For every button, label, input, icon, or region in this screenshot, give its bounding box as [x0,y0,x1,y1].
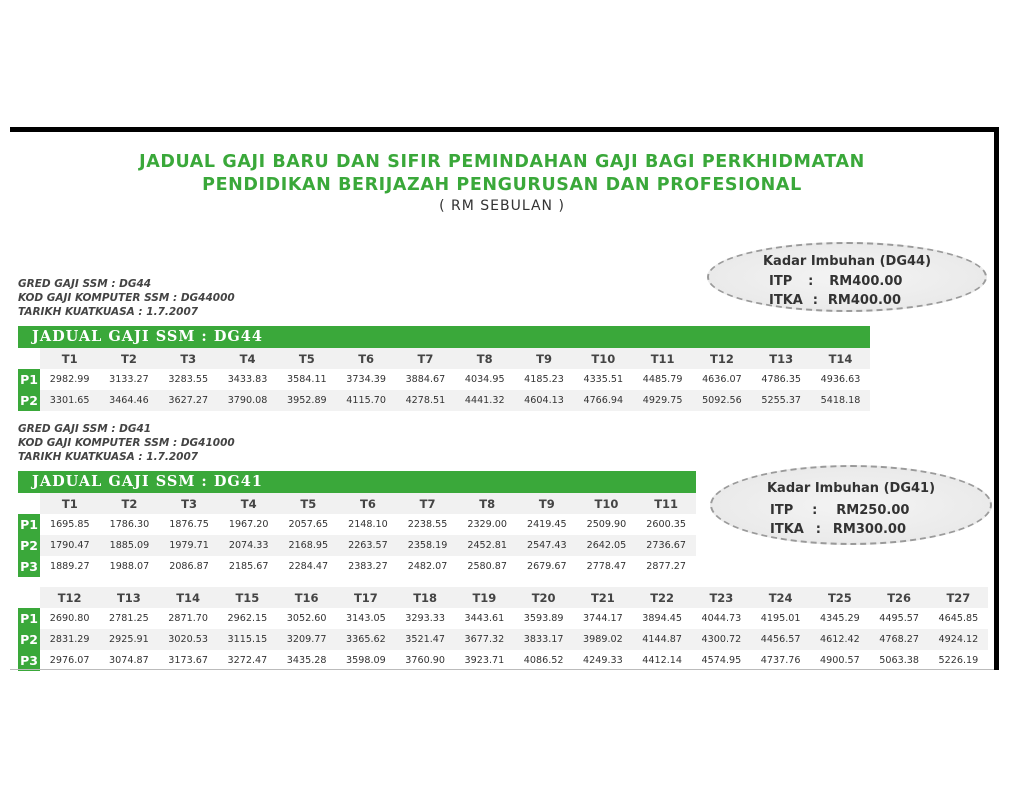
dg41-cont-column-header: T19 [455,587,514,608]
dg44-salary-cell: 3584.11 [286,374,327,385]
dg41-cont-salary-cell: 3677.32 [455,629,514,650]
dg44-column-header: T1 [40,348,99,369]
dg41-cont-salary-cell: 4412.14 [642,655,682,666]
dg44-salary-cell: 4936.63 [820,374,861,385]
dg41-cont-salary-cell: 4195.01 [760,613,801,624]
dg41-cont-salary-cell: 2976.07 [49,655,90,666]
dg41-salary-cell: 2383.27 [348,561,388,572]
dg44-salary-cell: 2982.99 [49,374,90,385]
dg41-salary-cell: 2148.10 [348,519,388,530]
dg41-cont-salary-cell: 4737.76 [760,655,801,666]
dg41-column-header: T1 [40,493,100,514]
dg41-cont-salary-cell: 4345.29 [820,613,860,624]
dg41-cont-column-header: T13 [99,587,158,608]
dg41-column-header: T10 [577,493,637,514]
dg44-row-label: P1 [18,369,40,390]
dg41-cont-salary-cell: 2962.15 [227,613,268,624]
dg41-cont-salary-cell: 5063.38 [879,655,919,666]
dg41-cont-column-header: T17 [336,587,395,608]
document-subtitle: ( RM SEBULAN ) [439,198,565,214]
dg44-kod: KOD GAJI KOMPUTER SSM : DG44000 [18,292,235,304]
dg41-salary-cell: 1988.07 [109,561,150,572]
dg41-cont-salary-cell: 3115.15 [218,629,277,650]
dg44-salary-cell: 4636.07 [702,374,742,385]
dg41-cont-salary-cell: 3074.87 [109,655,149,666]
dg41-kod: KOD GAJI KOMPUTER SSM : DG41000 [18,437,235,449]
dg41-salary-cell: 2642.05 [577,535,637,556]
dg44-column-header: T11 [633,348,692,369]
dg44-salary-cell: 3952.89 [277,390,336,411]
dg41-cont-salary-cell: 3598.09 [346,655,386,666]
dg41-cont-salary-cell: 5226.19 [938,655,979,666]
dg41-cont-salary-cell: 4300.72 [692,629,751,650]
dg41-column-header: T4 [219,493,279,514]
document-title-line1: JADUAL GAJI BARU DAN SIFIR PEMINDAHAN GAJI BAGI PERKHIDMATAN [139,152,865,172]
dg44-table-title: JADUAL GAJI SSM : DG44 [18,326,870,348]
dg41-cont-salary-cell: 3052.60 [286,613,327,624]
dg41-cont-table-row [18,650,988,671]
dg41-cont-salary-cell: 3209.77 [277,629,336,650]
dg41-gred: GRED GAJI SSM : DG41 [18,423,152,435]
dg41-cont-column-header: T12 [40,587,99,608]
dg44-itp-label: ITP [769,274,793,289]
dg44-column-header: T6 [336,348,395,369]
dg44-salary-cell: 4929.75 [633,390,692,411]
dg41-cont-column-header: T18 [396,587,455,608]
dg41-column-header: T5 [279,493,339,514]
dg41-itp-value: RM250.00 [836,503,910,518]
dg41-salary-cell: 1786.30 [109,519,150,530]
dg44-itka-label: ITKA [769,293,803,308]
dg41-cont-column-header: T27 [929,587,988,608]
dg44-table-row [18,369,870,390]
document-title-line2: PENDIDIKAN BERIJAZAH PENGURUSAN DAN PROFESIONAL [202,175,802,195]
dg41-cont-salary-cell: 4144.87 [633,629,692,650]
dg44-column-header: T12 [692,348,751,369]
dg44-column-header: T13 [752,348,811,369]
dg41-salary-cell: 2580.87 [467,561,508,572]
dg41-imbuhan-title: Kadar Imbuhan (DG41) [766,481,936,496]
dg41-tarikh: TARIKH KUATKUASA : 1.7.2007 [18,451,199,463]
dg44-salary-cell: 4786.35 [761,374,802,385]
dg41-column-header: T11 [636,493,696,514]
dg41-table-row [18,535,696,556]
dg41-cont-row-label: P1 [18,608,40,629]
dg44-salary-cell: 4278.51 [396,390,455,411]
dg44-salary-cell: 4485.79 [642,374,683,385]
dg41-cont-column-header: T24 [751,587,810,608]
dg41-column-header: T9 [517,493,577,514]
dg41-continued-header-row [18,587,988,608]
dg44-salary-cell: 4604.13 [514,390,573,411]
dg41-cont-column-header: T26 [870,587,929,608]
dg41-cont-salary-cell: 4249.33 [583,655,623,666]
dg44-salary-cell: 3790.08 [218,390,277,411]
dg44-salary-cell: 5418.18 [811,390,870,411]
dg41-cont-salary-cell: 4574.95 [701,655,742,666]
dg41-cont-salary-cell: 2871.70 [168,613,208,624]
dg41-cont-salary-cell: 3744.17 [583,613,623,624]
dg41-itka-value: RM300.00 [832,522,907,537]
dg41-salary-cell: 2284.47 [288,561,329,572]
dg41-cont-salary-cell: 4086.52 [523,655,564,666]
dg44-column-header: T3 [159,348,218,369]
dg41-meta [18,422,235,464]
dg41-cont-salary-cell: 3293.33 [405,613,445,624]
dg41-salary-cell: 2185.67 [228,561,269,572]
dg41-salary-cell: 2877.27 [646,561,686,572]
dg41-salary-cell: 2509.90 [586,519,627,530]
dg41-cont-salary-cell: 3521.47 [396,629,455,650]
dg41-cont-salary-cell: 3173.67 [168,655,208,666]
dg41-cont-salary-cell: 4645.85 [938,613,979,624]
dg41-cont-table-row [18,629,988,650]
dg44-salary-cell: 4335.51 [583,374,624,385]
dg41-salary-cell: 1885.09 [100,535,160,556]
dg41-salary-cell: 2778.47 [586,561,627,572]
dg44-table-row [18,390,870,411]
dg41-salary-cell: 1695.85 [49,519,90,530]
dg41-cont-column-header: T21 [573,587,632,608]
dg44-table [18,348,870,411]
dg41-cont-salary-cell: 4044.73 [701,613,742,624]
dg41-salary-cell: 2086.87 [169,561,209,572]
dg44-column-header: T10 [574,348,633,369]
dg41-cont-salary-cell: 2690.80 [49,613,90,624]
dg44-salary-cell: 3433.83 [227,374,268,385]
dg41-cont-salary-cell: 4456.57 [751,629,810,650]
dg41-cont-column-header: T16 [277,587,336,608]
dg41-table-row [18,556,696,577]
dg41-column-header: T8 [457,493,517,514]
dg41-row-label: P3 [18,556,40,577]
dg41-salary-cell: 1889.27 [49,561,90,572]
dg41-cont-row-label: P3 [18,650,40,671]
dg44-gred: GRED GAJI SSM : DG44 [18,278,152,290]
dg41-cont-salary-cell: 3923.71 [464,655,505,666]
dg41-itka-label: ITKA [770,522,804,537]
dg41-table-row [18,514,696,535]
dg41-cont-salary-cell: 2925.91 [99,629,158,650]
dg44-column-header: T9 [514,348,573,369]
dg41-cont-salary-cell: 3020.53 [159,629,218,650]
dg41-cont-table-row [18,608,988,629]
dg41-row-label: P1 [18,514,40,535]
dg44-salary-cell: 3627.27 [159,390,218,411]
dg41-cont-salary-cell: 3272.47 [227,655,268,666]
dg41-cont-salary-cell: 3593.89 [523,613,564,624]
dg41-salary-cell: 2679.67 [526,561,567,572]
dg44-itka-value: RM400.00 [827,293,902,308]
dg44-salary-cell: 3734.39 [346,374,386,385]
dg41-cont-corner-cell [18,587,40,608]
dg41-salary-cell: 1967.20 [228,519,269,530]
dg44-salary-cell: 4185.23 [524,374,564,385]
dg44-salary-cell: 5255.37 [752,390,811,411]
dg44-salary-cell: 4115.70 [336,390,395,411]
dg41-column-header: T3 [159,493,219,514]
dg41-salary-cell: 2547.43 [517,535,577,556]
dg44-salary-cell: 3464.46 [99,390,158,411]
dg44-header-row [18,348,870,369]
dg41-salary-cell: 2057.65 [288,519,329,530]
dg44-salary-cell: 4441.32 [455,390,514,411]
dg44-row-label: P2 [18,390,40,411]
dg41-imbuhan-badge: Kadar Imbuhan (DG41) ITP : RM250.00 ITKA : RM300.00 [710,465,992,545]
dg41-cont-column-header: T14 [159,587,218,608]
dg41-salary-cell: 2358.19 [398,535,458,556]
dg41-table-continued [18,587,988,671]
dg41-salary-cell: 2168.95 [279,535,339,556]
dg41-salary-cell: 2452.81 [457,535,517,556]
dg41-cont-salary-cell: 3365.62 [336,629,395,650]
dg41-cont-salary-cell: 3443.61 [464,613,505,624]
dg41-cont-column-header: T15 [218,587,277,608]
dg41-header-row [18,493,696,514]
dg41-cont-row-label: P2 [18,629,40,650]
dg41-table [18,493,696,577]
dg41-cont-salary-cell: 3833.17 [514,629,573,650]
dg41-cont-column-header: T23 [692,587,751,608]
dg44-salary-cell: 3133.27 [109,374,149,385]
dg44-salary-cell: 4766.94 [574,390,633,411]
dg44-column-header: T4 [218,348,277,369]
dg41-cont-salary-cell: 2781.25 [109,613,149,624]
dg41-salary-cell: 2238.55 [407,519,448,530]
dg41-salary-cell: 1790.47 [40,535,100,556]
dg41-cont-salary-cell: 4495.57 [879,613,919,624]
dg41-cont-salary-cell: 4612.42 [810,629,869,650]
dg41-salary-cell: 2600.35 [646,519,686,530]
dg41-salary-cell: 2074.33 [219,535,279,556]
dg44-salary-cell: 3884.67 [405,374,446,385]
dg44-imbuhan-title: Kadar Imbuhan (DG44) [762,254,932,269]
dg41-salary-cell: 1876.75 [169,519,209,530]
dg41-cont-salary-cell: 3989.02 [573,629,632,650]
dg44-column-header: T5 [277,348,336,369]
dg44-meta [18,277,235,319]
salary-table-document [10,127,999,670]
dg41-salary-cell: 2263.57 [338,535,398,556]
dg41-column-header: T7 [398,493,458,514]
dg44-salary-cell: 4034.95 [464,374,505,385]
dg41-salary-cell: 2329.00 [467,519,508,530]
dg41-column-header: T2 [100,493,160,514]
dg44-column-header: T7 [396,348,455,369]
dg41-cont-salary-cell: 2831.29 [40,629,99,650]
dg41-column-header: T6 [338,493,398,514]
dg44-column-header: T14 [811,348,870,369]
dg44-tarikh: TARIKH KUATKUASA : 1.7.2007 [18,306,199,318]
dg41-cont-salary-cell: 3894.45 [642,613,682,624]
dg44-corner-cell [18,348,40,369]
dg41-cont-salary-cell: 3143.05 [346,613,386,624]
dg41-cont-salary-cell: 3760.90 [405,655,445,666]
dg41-salary-cell: 1979.71 [159,535,219,556]
dg41-salary-cell: 2482.07 [407,561,448,572]
dg44-imbuhan-badge: Kadar Imbuhan (DG44) ITP : RM400.00 ITKA : RM400.00 [707,242,987,312]
dg41-salary-cell: 2736.67 [636,535,696,556]
dg44-salary-cell: 3301.65 [40,390,99,411]
dg41-cont-salary-cell: 4768.27 [870,629,929,650]
dg41-cont-column-header: T20 [514,587,573,608]
dg41-cont-column-header: T22 [633,587,692,608]
dg41-cont-salary-cell: 4900.57 [820,655,860,666]
dg41-corner-cell [18,493,40,514]
dg41-row-label: P2 [18,535,40,556]
dg44-column-header: T2 [99,348,158,369]
dg41-cont-salary-cell: 4924.12 [929,629,988,650]
dg41-itp-label: ITP [770,503,794,518]
dg44-salary-cell: 3283.55 [168,374,209,385]
dg44-itp-value: RM400.00 [829,274,903,289]
dg41-table-title: JADUAL GAJI SSM : DG41 [18,471,696,493]
dg44-salary-cell: 5092.56 [692,390,751,411]
dg44-column-header: T8 [455,348,514,369]
dg41-cont-column-header: T25 [810,587,869,608]
dg41-cont-salary-cell: 3435.28 [286,655,327,666]
dg41-salary-cell: 2419.45 [526,519,567,530]
